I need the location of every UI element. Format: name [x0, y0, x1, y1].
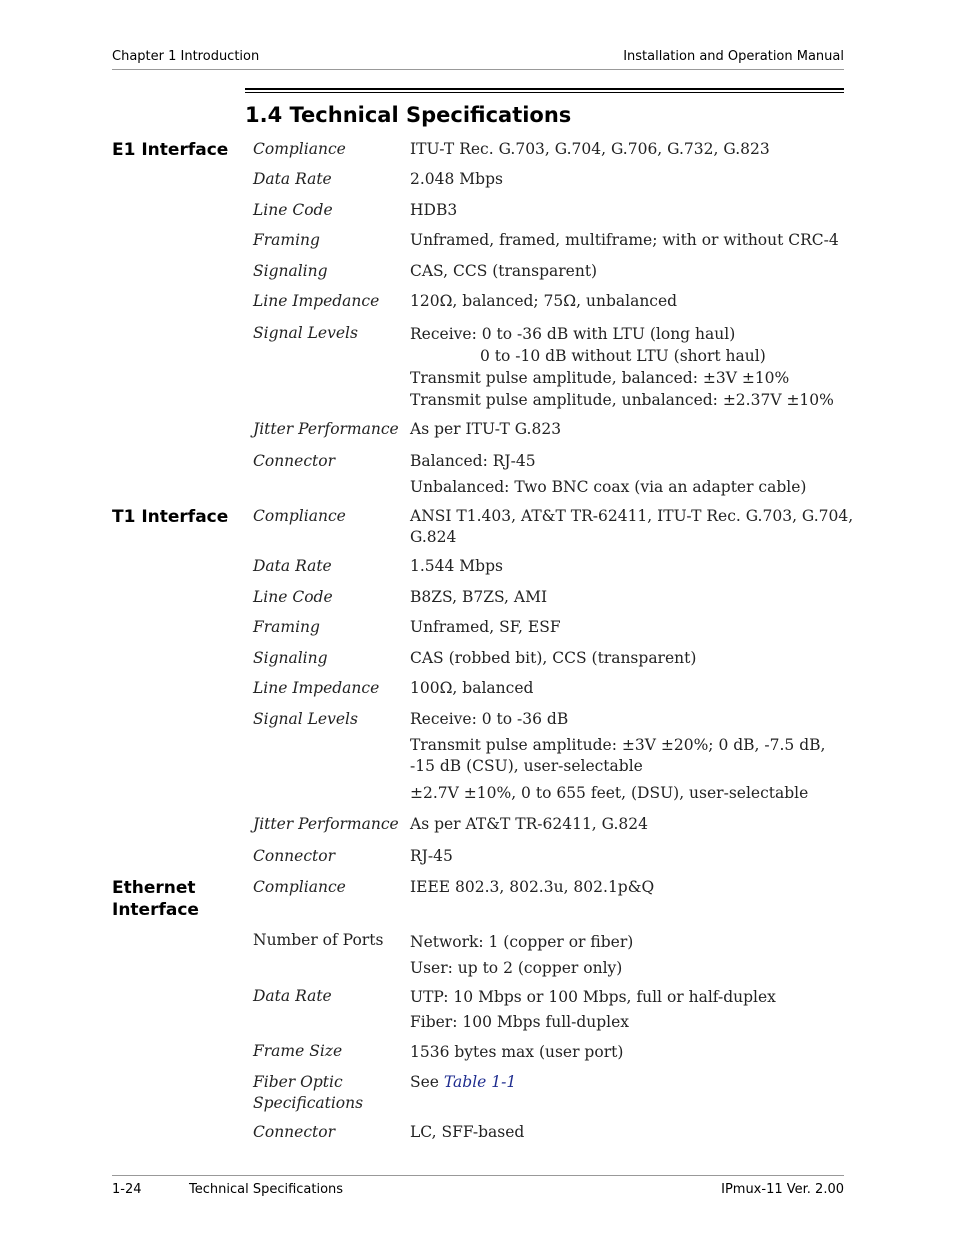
- t1-data-rate-label: Data Rate: [253, 557, 332, 575]
- eth-ports-label: Number of Ports: [253, 931, 384, 949]
- e1-data-rate-value: 2.048 Mbps: [410, 170, 503, 188]
- t1-levels-line-1: Receive: 0 to -36 dB: [410, 710, 569, 728]
- title-rule-top: [245, 88, 844, 90]
- footer-product-version: IPmux-11 Ver. 2.00: [721, 1182, 844, 1197]
- t1-heading: T1 Interface: [112, 507, 229, 527]
- t1-framing-label: Framing: [253, 618, 320, 636]
- t1-connector-value: RJ-45: [410, 847, 453, 865]
- t1-framing-value: Unframed, SF, ESF: [410, 618, 561, 636]
- e1-connector-line-2: Unbalanced: Two BNC coax (via an adapter cable): [410, 478, 807, 496]
- t1-impedance-value: 100Ω, balanced: [410, 679, 534, 697]
- eth-compliance-value: IEEE 802.3, 802.3u, 802.1p&Q: [410, 878, 655, 896]
- t1-levels-line-3: -15 dB (CSU), user-selectable: [410, 757, 643, 775]
- e1-connector-line-1: Balanced: RJ-45: [410, 452, 536, 470]
- eth-connector-label: Connector: [253, 1123, 335, 1141]
- eth-compliance-label: Compliance: [253, 878, 346, 896]
- e1-levels-line-1: Receive: 0 to -36 dB with LTU (long haul): [410, 325, 736, 343]
- eth-ports-value: [410, 932, 840, 979]
- footer-divider: [112, 1175, 844, 1176]
- eth-fiber-value: [410, 1072, 840, 1093]
- header-manual-title: Installation and Operation Manual: [623, 49, 844, 64]
- t1-signaling-value: CAS (robbed bit), CCS (transparent): [410, 649, 697, 667]
- header-divider: [112, 69, 844, 70]
- ethernet-heading: [112, 877, 232, 921]
- e1-heading: E1 Interface: [112, 140, 229, 160]
- t1-line-code-value: B8ZS, B7ZS, AMI: [410, 588, 548, 606]
- e1-jitter-label: Jitter Performance: [253, 420, 399, 438]
- t1-compliance-label: Compliance: [253, 507, 346, 525]
- eth-connector-value: LC, SFF-based: [410, 1123, 525, 1141]
- e1-impedance-value: 120Ω, balanced; 75Ω, unbalanced: [410, 292, 678, 310]
- e1-framing-label: Framing: [253, 231, 320, 249]
- ethernet-heading-line-2: Interface: [112, 900, 199, 920]
- e1-line-code-label: Line Code: [253, 201, 333, 219]
- e1-levels-line-4: Transmit pulse amplitude, unbalanced: ±2.37V ±10%: [410, 391, 834, 409]
- e1-line-code-value: HDB3: [410, 201, 458, 219]
- page-header: [112, 49, 844, 69]
- t1-data-rate-value: 1.544 Mbps: [410, 557, 503, 575]
- eth-frame-size-value: 1536 bytes max (user port): [410, 1043, 624, 1061]
- e1-signaling-value: CAS, CCS (transparent): [410, 262, 598, 280]
- t1-compliance-value: [410, 506, 854, 548]
- header-chapter: Chapter 1 Introduction: [112, 49, 260, 64]
- footer-section: Technical Specifications: [189, 1182, 344, 1197]
- t1-levels-line-4: ±2.7V ±10%, 0 to 655 feet, (DSU), user-selectable: [410, 784, 809, 802]
- page-title: 1.4 Technical Specifications: [245, 103, 572, 127]
- eth-data-rate-line-1: UTP: 10 Mbps or 100 Mbps, full or half-duplex: [410, 988, 776, 1006]
- eth-fiber-prefix: See: [410, 1073, 439, 1091]
- e1-signal-levels-label: Signal Levels: [253, 324, 358, 342]
- e1-impedance-label: Line Impedance: [253, 292, 380, 310]
- t1-compliance-line-2: G.824: [410, 528, 457, 546]
- table-1-1-link[interactable]: Table 1-1: [443, 1073, 517, 1091]
- e1-framing-value: Unframed, framed, multiframe; with or without CRC-4: [410, 231, 839, 249]
- eth-data-rate-label: Data Rate: [253, 987, 332, 1005]
- page-number: 1-24: [112, 1182, 142, 1197]
- eth-data-rate-line-2: Fiber: 100 Mbps full-duplex: [410, 1013, 630, 1031]
- e1-levels-line-3: Transmit pulse amplitude, balanced: ±3V ±10%: [410, 369, 790, 387]
- t1-signal-levels-value: [410, 709, 840, 804]
- e1-compliance-value: ITU-T Rec. G.703, G.704, G.706, G.732, G.823: [410, 140, 770, 158]
- e1-data-rate-label: Data Rate: [253, 170, 332, 188]
- eth-data-rate-value: [410, 987, 840, 1033]
- t1-line-code-label: Line Code: [253, 588, 333, 606]
- title-rule-bottom: [245, 92, 844, 93]
- eth-fiber-label: [253, 1072, 403, 1114]
- e1-signal-levels-value: [410, 323, 840, 411]
- e1-levels-line-2: 0 to -10 dB without LTU (short haul): [480, 347, 766, 365]
- e1-jitter-value: As per ITU-T G.823: [410, 420, 562, 438]
- t1-connector-label: Connector: [253, 847, 335, 865]
- eth-fiber-label-line-1: Fiber Optic: [253, 1073, 343, 1091]
- eth-ports-line-2: User: up to 2 (copper only): [410, 959, 623, 977]
- ethernet-heading-line-1: Ethernet: [112, 878, 196, 898]
- e1-connector-value: [410, 451, 840, 498]
- e1-compliance-label: Compliance: [253, 140, 346, 158]
- t1-jitter-label: Jitter Performance: [253, 815, 399, 833]
- eth-frame-size-label: Frame Size: [253, 1042, 343, 1060]
- t1-levels-line-2: Transmit pulse amplitude: ±3V ±20%; 0 dB, -7.5 dB,: [410, 736, 826, 754]
- page-footer: [112, 1182, 844, 1202]
- t1-impedance-label: Line Impedance: [253, 679, 380, 697]
- t1-signaling-label: Signaling: [253, 649, 328, 667]
- e1-connector-label: Connector: [253, 452, 335, 470]
- t1-compliance-line-1: ANSI T1.403, AT&T TR-62411, ITU-T Rec. G.703, G.704,: [410, 507, 854, 525]
- t1-jitter-value: As per AT&T TR-62411, G.824: [410, 815, 649, 833]
- t1-signal-levels-label: Signal Levels: [253, 710, 358, 728]
- e1-signaling-label: Signaling: [253, 262, 328, 280]
- eth-ports-line-1: Network: 1 (copper or fiber): [410, 933, 634, 951]
- eth-fiber-label-line-2: Specifications: [253, 1094, 364, 1112]
